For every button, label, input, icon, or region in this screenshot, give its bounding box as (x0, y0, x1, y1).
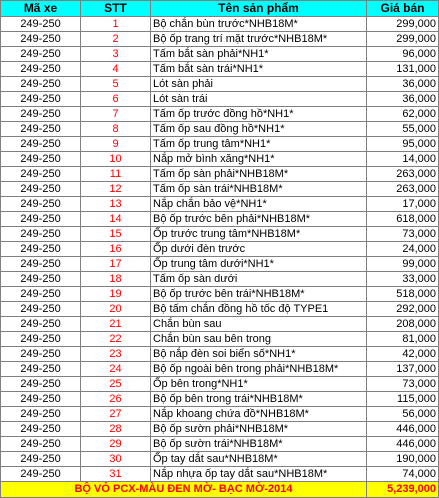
cell-gia-ban: 618,000 (367, 212, 439, 227)
table-row (1, 17, 439, 32)
table-row (1, 47, 439, 62)
cell-ten-san-pham: Bộ tấm chắn đồng hồ tốc độ TYPE1 (151, 302, 367, 317)
cell-ma-xe: 249-250 (1, 122, 81, 137)
cell-gia-ban: 190,000 (367, 452, 439, 467)
cell-stt: 8 (81, 122, 151, 137)
table-row (1, 92, 439, 107)
table-row (1, 77, 439, 92)
cell-gia-ban: 99,000 (367, 257, 439, 272)
table-row (1, 32, 439, 47)
cell-gia-ban: 24,000 (367, 242, 439, 257)
cell-stt: 28 (81, 422, 151, 437)
cell-ten-san-pham: Nắp khoang chứa đồ*NHB18M* (151, 407, 367, 422)
cell-stt: 7 (81, 107, 151, 122)
cell-ten-san-pham: Bộ ốp trang trí mặt trước*NHB18M* (151, 32, 367, 47)
table-row (1, 437, 439, 452)
table-row (1, 332, 439, 347)
cell-stt: 16 (81, 242, 151, 257)
cell-stt: 14 (81, 212, 151, 227)
table-row (1, 272, 439, 287)
cell-stt: 30 (81, 452, 151, 467)
cell-stt: 13 (81, 197, 151, 212)
cell-ten-san-pham: Bộ ốp ngoài bên trong phải*NHB18M* (151, 362, 367, 377)
cell-gia-ban: 518,000 (367, 287, 439, 302)
cell-ten-san-pham: Nắp mở bình xăng*NH1* (151, 152, 367, 167)
table-row (1, 467, 439, 482)
cell-stt: 26 (81, 392, 151, 407)
cell-ma-xe: 249-250 (1, 137, 81, 152)
cell-ten-san-pham: Ốp dưới đèn trước (151, 242, 367, 257)
cell-stt: 27 (81, 407, 151, 422)
cell-stt: 29 (81, 437, 151, 452)
total-label: BỘ VỎ PCX-MÀU ĐEN MỜ- BẠC MỜ-2014 (1, 482, 367, 498)
cell-gia-ban: 42,000 (367, 347, 439, 362)
cell-ten-san-pham: Ốp bên trong*NH1* (151, 377, 367, 392)
table-row (1, 62, 439, 77)
cell-ten-san-pham: Bộ ốp trước bên phải*NHB18M* (151, 212, 367, 227)
cell-ma-xe: 249-250 (1, 77, 81, 92)
table-row (1, 242, 439, 257)
cell-stt: 23 (81, 347, 151, 362)
cell-gia-ban: 81,000 (367, 332, 439, 347)
cell-stt: 25 (81, 377, 151, 392)
cell-stt: 1 (81, 17, 151, 32)
cell-gia-ban: 62,000 (367, 107, 439, 122)
cell-gia-ban: 263,000 (367, 182, 439, 197)
column-header-stt: STT (81, 1, 151, 17)
table-row (1, 452, 439, 467)
cell-ten-san-pham: Tấm ốp trung tâm*NH1* (151, 137, 367, 152)
cell-ten-san-pham: Tấm ốp trước đồng hồ*NH1* (151, 107, 367, 122)
cell-ma-xe: 249-250 (1, 92, 81, 107)
cell-ma-xe: 249-250 (1, 332, 81, 347)
cell-ten-san-pham: Lót sàn trái (151, 92, 367, 107)
cell-stt: 22 (81, 332, 151, 347)
cell-ma-xe: 249-250 (1, 422, 81, 437)
cell-ma-xe: 249-250 (1, 347, 81, 362)
table-row (1, 392, 439, 407)
cell-gia-ban: 33,000 (367, 272, 439, 287)
cell-ma-xe: 249-250 (1, 212, 81, 227)
table-row (1, 362, 439, 377)
table-row (1, 287, 439, 302)
cell-gia-ban: 446,000 (367, 422, 439, 437)
cell-ten-san-pham: Tấm ốp sau đồng hồ*NH1* (151, 122, 367, 137)
cell-ten-san-pham: Bộ ốp bên trong trái*NHB18M* (151, 392, 367, 407)
cell-ten-san-pham: Tấm ốp sàn trái*NHB18M* (151, 182, 367, 197)
cell-ma-xe: 249-250 (1, 362, 81, 377)
cell-ma-xe: 249-250 (1, 197, 81, 212)
cell-gia-ban: 446,000 (367, 437, 439, 452)
cell-ma-xe: 249-250 (1, 407, 81, 422)
cell-stt: 12 (81, 182, 151, 197)
cell-stt: 19 (81, 287, 151, 302)
table-row (1, 182, 439, 197)
cell-ma-xe: 249-250 (1, 107, 81, 122)
cell-stt: 21 (81, 317, 151, 332)
cell-stt: 17 (81, 257, 151, 272)
table-row (1, 407, 439, 422)
cell-ma-xe: 249-250 (1, 32, 81, 47)
cell-ma-xe: 249-250 (1, 302, 81, 317)
cell-ten-san-pham: Bộ chắn bùn trước*NHB18M* (151, 17, 367, 32)
header-row (1, 1, 439, 17)
table-row (1, 152, 439, 167)
column-header-ma-xe: Mã xe (1, 1, 81, 17)
table-row (1, 347, 439, 362)
cell-gia-ban: 131,000 (367, 62, 439, 77)
table-row (1, 422, 439, 437)
cell-ma-xe: 249-250 (1, 452, 81, 467)
cell-ten-san-pham: Tấm bắt sàn trái*NH1* (151, 62, 367, 77)
cell-gia-ban: 74,000 (367, 467, 439, 482)
total-row (1, 482, 439, 498)
cell-stt: 9 (81, 137, 151, 152)
cell-stt: 15 (81, 227, 151, 242)
cell-ten-san-pham: Ốp trước trung tâm*NHB18M* (151, 227, 367, 242)
cell-gia-ban: 36,000 (367, 92, 439, 107)
table-row (1, 302, 439, 317)
cell-gia-ban: 263,000 (367, 167, 439, 182)
table-row (1, 257, 439, 272)
table-row (1, 317, 439, 332)
table-row (1, 107, 439, 122)
cell-ma-xe: 249-250 (1, 377, 81, 392)
cell-gia-ban: 17,000 (367, 197, 439, 212)
cell-ma-xe: 249-250 (1, 47, 81, 62)
cell-ma-xe: 249-250 (1, 152, 81, 167)
table-row (1, 377, 439, 392)
cell-gia-ban: 36,000 (367, 77, 439, 92)
cell-ten-san-pham: Bộ ốp trước bên trái*NHB18M* (151, 287, 367, 302)
cell-ma-xe: 249-250 (1, 272, 81, 287)
cell-gia-ban: 73,000 (367, 377, 439, 392)
cell-gia-ban: 55,000 (367, 122, 439, 137)
cell-ten-san-pham: Tấm bắt sàn phải*NH1* (151, 47, 367, 62)
cell-stt: 11 (81, 167, 151, 182)
table-row (1, 167, 439, 182)
table-row (1, 137, 439, 152)
cell-stt: 4 (81, 62, 151, 77)
column-header-gia-ban: Giá bán (367, 1, 439, 17)
cell-gia-ban: 14,000 (367, 152, 439, 167)
table-row (1, 122, 439, 137)
cell-ma-xe: 249-250 (1, 62, 81, 77)
column-header-ten-san-pham: Tên sản phẩm (151, 1, 367, 17)
cell-gia-ban: 299,000 (367, 32, 439, 47)
cell-ma-xe: 249-250 (1, 467, 81, 482)
cell-ten-san-pham: Nắp nhựa ốp tay dắt sau*NHB18M* (151, 467, 367, 482)
cell-ten-san-pham: Chắn bùn sau (151, 317, 367, 332)
table-row (1, 212, 439, 227)
cell-stt: 18 (81, 272, 151, 287)
cell-ma-xe: 249-250 (1, 17, 81, 32)
cell-ten-san-pham: Nắp chắn bảo vệ*NH1* (151, 197, 367, 212)
cell-ten-san-pham: Lót sàn phải (151, 77, 367, 92)
cell-ten-san-pham: Ốp tay dắt sau*NHB18M* (151, 452, 367, 467)
cell-gia-ban: 56,000 (367, 407, 439, 422)
cell-gia-ban: 96,000 (367, 47, 439, 62)
cell-stt: 3 (81, 47, 151, 62)
cell-ten-san-pham: Tấm ốp sàn phải*NHB18M* (151, 167, 367, 182)
table-body (1, 17, 439, 482)
cell-ten-san-pham: Bộ ốp sườn phải*NHB18M* (151, 422, 367, 437)
cell-gia-ban: 115,000 (367, 392, 439, 407)
cell-stt: 31 (81, 467, 151, 482)
cell-stt: 6 (81, 92, 151, 107)
cell-stt: 2 (81, 32, 151, 47)
table-row (1, 197, 439, 212)
cell-stt: 20 (81, 302, 151, 317)
cell-gia-ban: 292,000 (367, 302, 439, 317)
cell-ten-san-pham: Bộ ốp sườn trái*NHB18M* (151, 437, 367, 452)
cell-gia-ban: 73,000 (367, 227, 439, 242)
cell-ma-xe: 249-250 (1, 392, 81, 407)
cell-gia-ban: 95,000 (367, 137, 439, 152)
cell-ma-xe: 249-250 (1, 257, 81, 272)
cell-ma-xe: 249-250 (1, 437, 81, 452)
cell-gia-ban: 208,000 (367, 317, 439, 332)
cell-stt: 10 (81, 152, 151, 167)
cell-gia-ban: 137,000 (367, 362, 439, 377)
cell-ten-san-pham: Bộ nắp đèn soi biển số*NH1* (151, 347, 367, 362)
cell-ma-xe: 249-250 (1, 182, 81, 197)
cell-ten-san-pham: Chắn bùn sau bên trong (151, 332, 367, 347)
cell-ma-xe: 249-250 (1, 287, 81, 302)
cell-ma-xe: 249-250 (1, 227, 81, 242)
cell-stt: 24 (81, 362, 151, 377)
cell-gia-ban: 299,000 (367, 17, 439, 32)
total-value: 5,239,000 (367, 482, 439, 498)
table-row (1, 227, 439, 242)
cell-ma-xe: 249-250 (1, 167, 81, 182)
cell-ten-san-pham: Tấm ốp sàn dưới (151, 272, 367, 287)
cell-ma-xe: 249-250 (1, 317, 81, 332)
cell-ma-xe: 249-250 (1, 242, 81, 257)
cell-stt: 5 (81, 77, 151, 92)
cell-ten-san-pham: Ốp trung tâm dưới*NH1* (151, 257, 367, 272)
